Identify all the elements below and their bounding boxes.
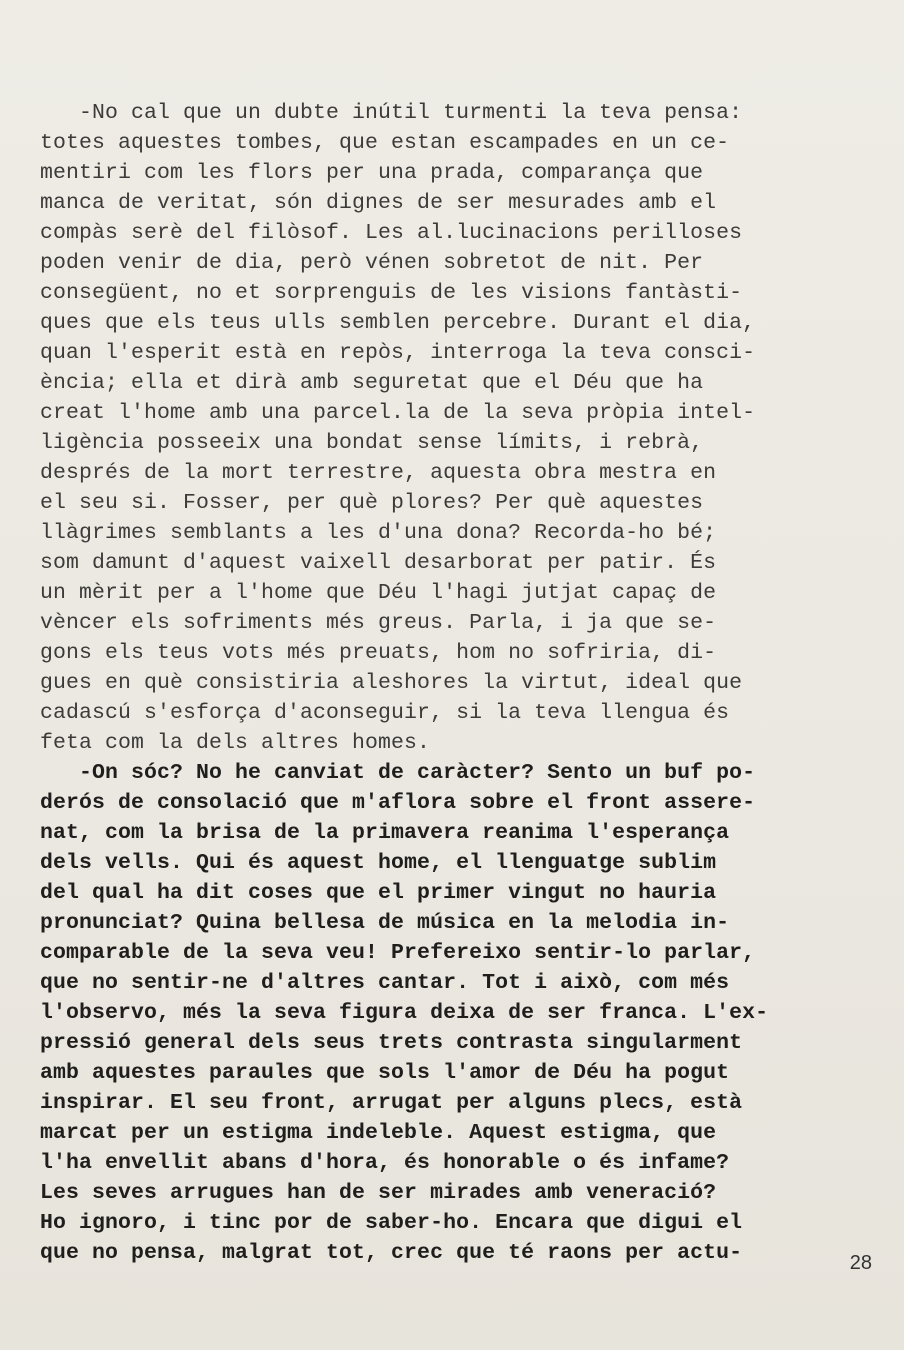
text-line: el seu si. Fosser, per què plores? Per què aquestes [40,491,704,515]
text-line: comparable de la seva veu! Prefereixo sentir-lo parlar, [40,941,756,965]
text-line: pressió general dels seus trets contrasta singularment [40,1031,743,1055]
text-line: derós de consolació que m'aflora sobre el front assere- [40,791,756,815]
text-line: mentiri com les flors per una prada, comparança que [40,161,704,185]
text-line: un mèrit per a l'home que Déu l'hagi jutjat capaç de [40,581,717,605]
text-line: -On sóc? No he canviat de caràcter? Sento un buf po- [40,761,756,785]
text-line: -No cal que un dubte inútil turmenti la teva pensa: [40,101,743,125]
text-line: Ho ignoro, i tinc por de saber-ho. Encara que digui el [40,1211,743,1235]
text-line: compàs serè del filòsof. Les al.lucinacions perilloses [40,221,743,245]
text-line: Les seves arrugues han de ser mirades amb veneració? [40,1181,717,1205]
text-line: que no sentir-ne d'altres cantar. Tot i això, com més [40,971,730,995]
text-line: creat l'home amb una parcel.la de la seva pròpia intel- [40,401,756,425]
text-line: marcat per un estigma indeleble. Aquest estigma, que [40,1121,717,1145]
page-number: 28 [849,1252,872,1274]
text-line: l'observo, més la seva figura deixa de ser franca. L'ex- [40,1001,769,1025]
text-line: ligència posseeix una bondat sense límits, i rebrà, [40,431,704,455]
text-line: vèncer els sofriments més greus. Parla, i ja que se- [40,611,717,635]
text-line: feta com la dels altres homes. [40,731,431,755]
text-line: dels vells. Qui és aquest home, el llenguatge sublim [40,851,717,875]
text-line: l'ha envellit abans d'hora, és honorable o és infame? [40,1151,730,1175]
text-line: ència; ella et dirà amb seguretat que el Déu que ha [40,371,704,395]
text-line: quan l'esperit està en repòs, interroga la teva consci- [40,341,756,365]
text-line: ques que els teus ulls semblen percebre. Durant el dia, [40,311,756,335]
text-line: cadascú s'esforça d'aconseguir, si la teva llengua és [40,701,730,725]
text-line: totes aquestes tombes, que estan escampades en un ce- [40,131,730,155]
text-line: pronunciat? Quina bellesa de música en la melodia in- [40,911,730,935]
text-line: consegüent, no et sorprenguis de les visions fantàsti- [40,281,743,305]
text-line: llàgrimes semblants a les d'una dona? Recorda-ho bé; [40,521,717,545]
text-line: que no pensa, malgrat tot, crec que té raons per actu- [40,1241,743,1265]
text-line: gons els teus vots més preuats, hom no sofriria, di- [40,641,717,665]
text-line: del qual ha dit coses que el primer vingut no hauria [40,881,717,905]
text-line: gues en què consistiria aleshores la virtut, ideal que [40,671,743,695]
text-line: després de la mort terrestre, aquesta obra mestra en [40,461,717,485]
text-line: inspirar. El seu front, arrugat per alguns plecs, està [40,1091,743,1115]
text-line: manca de veritat, són dignes de ser mesurades amb el [40,191,717,215]
text-line: nat, com la brisa de la primavera reanima l'esperança [40,821,730,845]
text-line: amb aquestes paraules que sols l'amor de Déu ha pogut [40,1061,730,1085]
text-line: poden venir de dia, però vénen sobretot de nit. Per [40,251,704,275]
body-text [40,98,870,1268]
text-line: som damunt d'aquest vaixell desarborat per patir. És [40,551,717,575]
